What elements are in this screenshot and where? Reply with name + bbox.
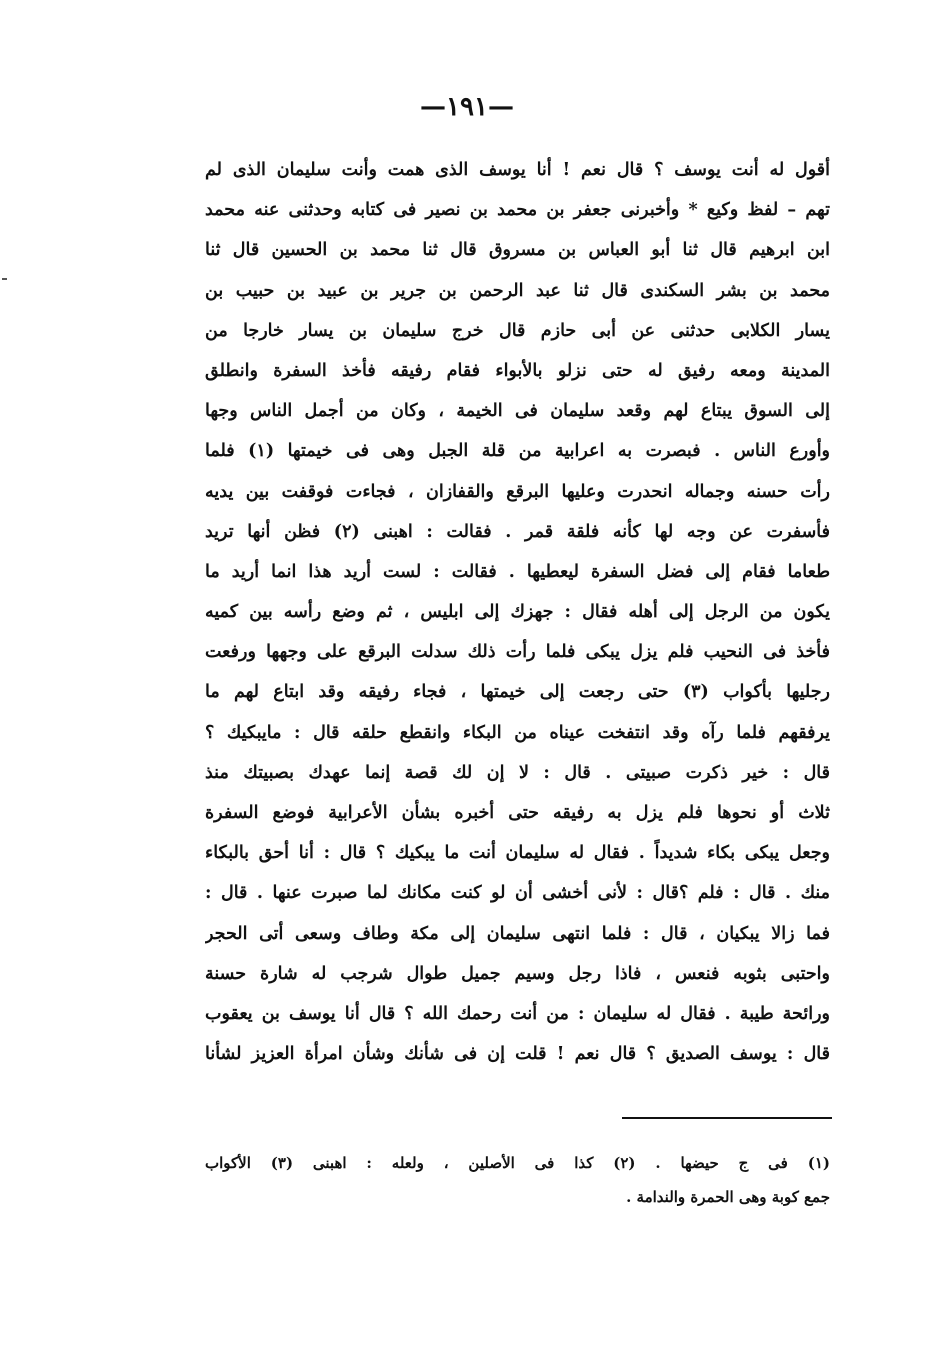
- text-line: وجعل يبكى بكاء شديداً . فقال له سليمان أنت ما يبكيك ؟ قال : أنا أحق بالبكاء: [205, 843, 830, 864]
- text-line: تهم – لفظ وكيع * وأخبرنى جعفر بن محمد بن نصير فى كتابه وحدثنى عنه محمد: [205, 200, 830, 221]
- text-line: قال : يوسف الصديق ؟ قال نعم ! قلت إن فى شأنك وشأن امرأة العزيز لشأنا: [205, 1044, 830, 1065]
- text-line: يرفقهم فلما رآه وقد انتفخت عيناه من البكاء وانقطع حلقه قال : مايبكيك ؟: [205, 722, 830, 743]
- text-line: منك . قال : فلم ؟قال : لأنى أخشى أن لو كنت مكانك لما صبرت عنها . قال :: [205, 883, 830, 904]
- text-line: أقول له أنت يوسف ؟ قال نعم ! أنا يوسف الذى همت وأنت سليمان الذى لم: [205, 160, 830, 180]
- text-line: يكون من الرجل إلى أهله فقال : جهزك إلى ابليس ، ثم وضع رأسه بين كميه: [205, 602, 830, 623]
- text-line: إلى السوق يبتاع لهم وقعد سليمان فى الخيمة ، وكان من أجمل الناس وجها: [205, 401, 830, 422]
- page-number: —١٩١—: [420, 92, 514, 122]
- text-line: ورائحة طيبة . فقال له سليمان : من أنت رحمك الله ؟ قال أنا يوسف بن يعقوب: [205, 1003, 830, 1024]
- text-line: وأورع الناس . فبصرت به اعرابية من قلة الجبل وهى فى خيمتها (١) فلما: [205, 441, 830, 462]
- footnote-divider: [622, 1117, 832, 1119]
- text-line: قال : خير ذكرت صبيتى . قال : لا إن لك قصة إنما عهدك بصبيتك منذ: [205, 762, 830, 783]
- text-line: ابن ابرهيم قال ثنا أبو العباس بن مسروق قال ثنا محمد بن الحسين قال ثنا: [205, 240, 830, 261]
- text-line: رأت حسنه وجماله انحدرت وعليها البرقع والقفازان ، فجاءت فوقفت بين يديه: [205, 481, 830, 502]
- footnotes: [205, 1146, 830, 1214]
- text-line: محمد بن بشر السكندى قال ثنا عبد الرحمن بن جرير بن عبيد بن حبيب بن: [205, 280, 830, 301]
- text-line: واحتبى بثوبه فنعس ، فاذا رجل وسيم جميل طوال شرجب له شارة حسنة: [205, 963, 830, 984]
- text-line: طعاما فقام إلى فضل السفرة ليعطيها . فقالت : لست أريد هذا انما أريد ما: [205, 561, 830, 582]
- text-line: رجليها بأكواب (٣) حتى رجعت إلى خيمتها ، فجاء رفيقه وقد ابتاع لهم ما: [205, 682, 830, 703]
- text-line: ثلاث أو نحوها فلم يزل به رفيقه حتى أخبره بشأن الأعرابية فوضع السفرة: [205, 803, 830, 823]
- text-line: فما زالا يبكيان ، قال : فلما انتهى سليمان إلى مكة وطاف وسعى أتى الحجر: [205, 923, 830, 944]
- text-line: فأسفرت عن وجه لها كأنه فلقة قمر . فقالت : اهبنى (٢) فظن أنها تريد: [205, 521, 830, 542]
- text-line: يسار الكلابى حدثنى عن أبى حازم قال خرج سليمان بن يسار خارجا من: [205, 320, 830, 341]
- text-line: فأخذ فى النحيب فلم يزل يبكى فلما رأت ذلك سدلت البرقع على وجهها ورفعت: [205, 642, 830, 663]
- text-line: المدينة ومعه رفيق له حتى نزلو بالأبواء فقام رفيقه فأخذ السفرة وانطلق: [205, 360, 830, 381]
- footnote-line: (١) فى ج حيضها . (٢) كذا فى الأصلين ، ولعله : اهبنى (٣) الأكواب: [205, 1154, 830, 1172]
- footnote-line: جمع كوبة وهى الحمرة والندامة .: [626, 1188, 830, 1206]
- body-text: [205, 150, 830, 1074]
- margin-mark: [2, 278, 7, 280]
